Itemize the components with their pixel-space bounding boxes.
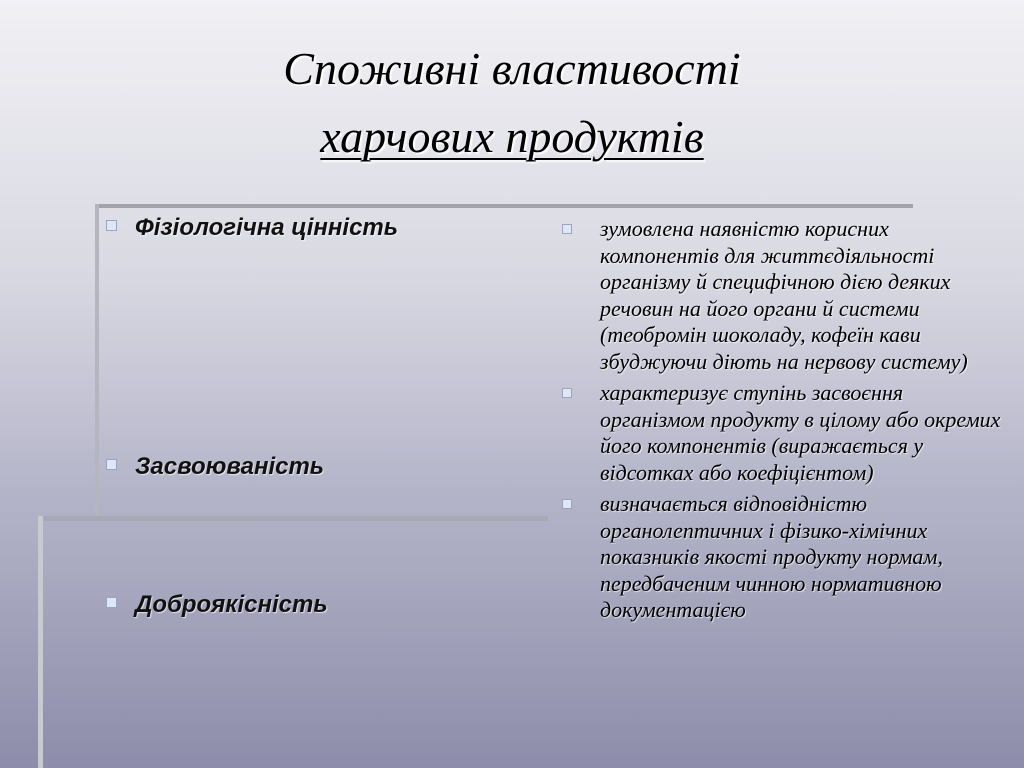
- property-description-2: [562, 380, 1002, 486]
- square-bullet-icon: [562, 388, 572, 398]
- square-bullet-icon: [562, 499, 572, 509]
- property-descriptions: [562, 216, 1002, 629]
- property-name-text: Доброякісність: [135, 591, 328, 618]
- property-name-text: Фізіологічна цінність: [135, 214, 399, 241]
- property-description-3: [562, 491, 1002, 624]
- property-name-text: Засвоюваність: [135, 453, 325, 480]
- decorative-line-left-lower: [38, 516, 43, 768]
- property-description-1: [562, 216, 1002, 375]
- square-bullet-icon: [562, 224, 572, 234]
- property-description-text: характеризує ступінь засвоєння організмом продукту в цілому або окремих його компонентів (виражається у відсотках або коефіцієнтом): [600, 380, 1001, 485]
- decorative-line-left-upper: [95, 204, 99, 522]
- decorative-line-middle: [38, 516, 548, 521]
- property-name-2: [106, 453, 324, 481]
- slide-title-line1: Споживні властивості: [283, 43, 741, 94]
- property-name-3: [106, 591, 328, 619]
- decorative-line-top: [95, 204, 913, 208]
- property-description-text: визначається відповідністю органолептичних і фізико-хімічних показників якості продукту нормам, передбаченим чинною нормативною документацією: [600, 491, 943, 622]
- property-description-text: зумовлена наявністю корисних компонентів для життєдіяльності організму й специфічною дією деяких речовин на його органи й системи (теобромін шоколаду, кофеїн кави збуджуючи діють на нервову систему): [600, 216, 968, 374]
- square-bullet-icon: [106, 220, 117, 231]
- slide-title-line2-text: харчових продуктів: [320, 111, 704, 162]
- property-name-1: [106, 214, 398, 242]
- square-bullet-icon: [106, 459, 117, 470]
- slide-title-line2: [0, 110, 1024, 163]
- square-bullet-icon: [106, 597, 117, 608]
